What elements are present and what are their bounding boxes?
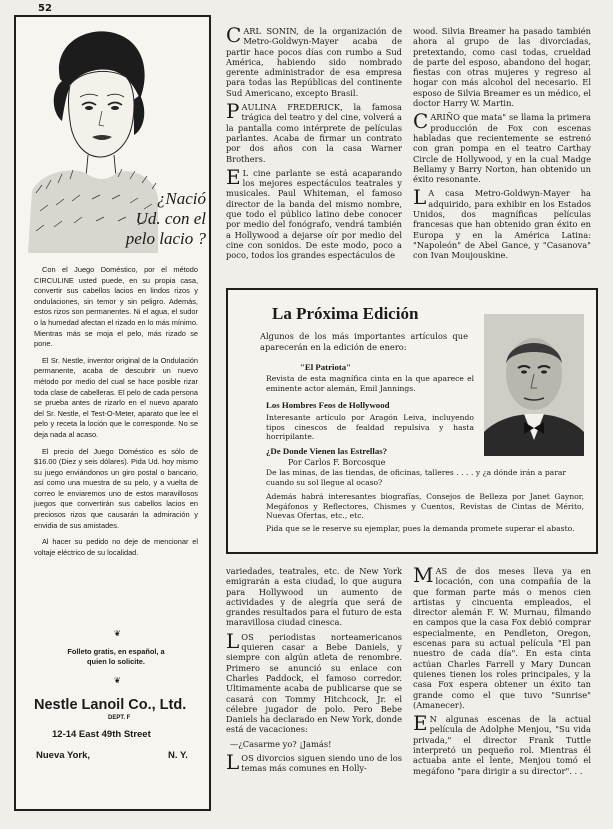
item-byline: Por Carlos F. Borcosque (288, 458, 386, 467)
ad-body (34, 265, 198, 564)
item-title: Los Hombres Feos de Hollywood (266, 400, 390, 410)
page-number: 52 (38, 3, 52, 14)
advertisement (14, 15, 211, 811)
article-paragraph: CARIÑO que mata" se llama la primera producción de Fox con escenas habladas que recientemente se estrenó con gran pompa en el teatro Carthay Circle de Hollywood, y en la cual Madge Bellamy y Barry Norton, han obtenido un éxito resonante. (413, 109, 591, 185)
man-portrait-photo (484, 314, 584, 456)
article-paragraph: E L cine parlante se está acaparando los mejores espectáculos teatrales y musicales. Paul Whiteman, el famoso director de la banda del mismo nombre, que todo el público latino debe conocer por medio del fonógrafo, vendrá también a Hollywood a dejarse oír por medio del cine con sonidos. De este modo, poco a poco, todos los grandes espectáculos de (226, 164, 402, 261)
article-paragraph: PAULINA FREDERICK, la famosa trágica del teatro y del cine, volverá a la pantalla como intérprete de películas parlantes. Acaba de firmar un contrato por dos años con la casa Warner Brothers. (226, 99, 402, 164)
ornament-icon: ❦ (114, 629, 121, 638)
article-paragraph: variedades, teatrales, etc. de New York emigrarán a esta ciudad, lo que augura para Hollywood un aumento de actividades y de alegría que será de grandes resultados para el futuro de esta maravillosa ciudad cinesca. (226, 566, 402, 628)
box-closing: Pida que se le reserve su ejemplar, pues la demanda promete superar el abasto. (266, 524, 575, 533)
column-right-bottom (413, 563, 591, 780)
address-city: Nueva York, (36, 750, 91, 761)
ornament-icon: ❦ (114, 676, 121, 685)
article-paragraph: LOS periodistas norteamericanos quieren casar a Bebe Daniels, y siempre con algún atleta de renombre. Primero se anunció su enlace con Charles Paddock, el famoso corredor. Ultimamente acaba de publicarse que se casará con Tommy Hitchcock, Jr. el célebre jugador de polo. Pero Bebe Daniels ha declarado en New York, donde está de vacaciones: (226, 628, 402, 735)
dept: DEPT. F (108, 715, 131, 721)
next-edition-box (226, 288, 598, 554)
ad-paragraph: Al hacer su pedido no deje de mencionar el voltaje eléctrico de su localidad. (34, 537, 198, 557)
ad-folleto: Folleto gratis, en español, a quien lo solicite. (67, 647, 165, 666)
ad-headline: ¿Nació Ud. con el pelo lacio ? (125, 189, 206, 248)
item-desc: Interesante artículo por Aragón Leiva, incluyendo tipos cinescos de fealdad repulsiva y hasta horripilante. (266, 413, 474, 441)
company-name: Nestle Lanoil Co., Ltd. (34, 697, 187, 713)
box-intro: Algunos de los más importantes artículos que aparecerán en la edición de enero: (260, 331, 468, 352)
column-right-top (413, 26, 591, 265)
ad-paragraph: El precio del Juego Doméstico es sólo de $16.00 (Diez y seis dólares). Pida Ud. hoy mismo su juego enviándonos un giro postal o bancario, así como una muestra de su pelo, y a vuelta de correo le enviaremos uno de estos maravillosos juegos que convertirán sus cabellos lacios en preciosos rizos que causarán la admiración y envidia de sus amistades. (34, 446, 198, 530)
article-paragraph: L A casa Metro-Goldwyn-Mayer ha adquirido, para exhibir en los Estados Unidos, dos magníficas películas francesas que han obtenido gran éxito en Europa y en la América Latina: "Napoleón" de Abel Gance, y "Casanova" con Ivan Moujouskine. (413, 185, 591, 261)
box-title: La Próxima Edición (272, 304, 419, 323)
item-title: ¿De Donde Vienen las Estrellas? (266, 446, 388, 456)
item-desc: De las minas, de las tiendas, de oficinas, talleres . . . . y ¿a dónde irán a parar cuando su sol llegue al ocaso? (266, 468, 566, 487)
article-paragraph: CARL SONIN, de la organización de Metro-Goldwyn-Mayer acaba de partir hace pocos días con rumbo a Sud América, habiendo sido nombrado gerente administrador de esa empresa para todas las Repúblicas del continente Sud Americano, excepto Brasil. (226, 23, 402, 98)
article-paragraph: LOS divorcios siguen siendo uno de los temas más comunes en Holly- (226, 750, 402, 775)
column-middle-bottom (226, 566, 402, 778)
article-paragraph: E N algunas escenas de la actual película de Adolphe Menjou, "Su vida privada," el director Frank Tuttle interpretó un pequeño rol. Mientras él actuaba ante el lente, Menjou tomó el megáfono "para dirigir a su director". . . (413, 711, 591, 776)
item-title: "El Patriota" (300, 362, 352, 372)
address-state: N. Y. (168, 750, 188, 761)
article-paragraph: —¿Casarme yo? ¡Jamás! (230, 738, 332, 749)
address-street: 12-14 East 49th Street (52, 729, 151, 740)
article-paragraph: wood. Silvia Breamer ha pasado también ahora al grupo de las divorciadas, pretextando, como casi todas, crueldad de parte del esposo, abandono del hogar, fiestas con otras mujeres y regreso al hogar con más alcohol del necesario. El esposo de Silvia Breamer es un médico, el doctor Harry W. Martin. (413, 26, 591, 109)
item-desc: Revista de esta magnífica cinta en la que aparece el eminente actor alemán, Emil Jannings. (266, 374, 474, 393)
article-paragraph: MAS de dos meses lleva ya en locación, con una compañía de la que forman parte más o menos cien artistas y cincuenta empleados, el director alemán F. W. Murnau, filmando en campos que la casa Fox debió comprar especialmente, en Pendleton, Oregon, escenas para su actual película "El pan nuestro de cada día". En esta cinta actúan Charles Farrell y Mary Duncan quienes tienen los roles principales, y la casa Fox espera obtener un éxito tan grande como el que tuvo "Sunrise" (Amanecer). (413, 563, 591, 710)
box-extra: Además habrá interesantes biografías, Consejos de Belleza por Janet Gaynor, Megáfonos y Reflectores, Chismes y Cuentos, Revistas de Cintas de Mérito, Nuevas Ofertas, etc., etc. (266, 492, 584, 520)
column-middle-top (226, 23, 402, 265)
ad-paragraph: Con el Juego Doméstico, por el método CIRCULINE usted puede, en su propia casa, convertir sus cabellos lacios en lindos rizos y ondulaciones, sin temor y sin peligro. Además, estos rizos son permanentes. Ni el agua, el sudor o la humedad afectan el rizado en lo más mínimo. Mientras más se moja el pelo, más rizado se pone. (34, 265, 198, 349)
ad-paragraph: El Sr. Nestle, inventor original de la Ondulación permanente, acaba de descubrir un nuevo método por medio del cual se hace posible rizar toda clase de cabelleras. El pelo de cada persona se prueba antes de rizarlo en el nuevo aparato del Sr. Nestle, el Test-O-Meter, aparato que lee el pelo y receta la loción que le corresponde. No se deja nada al acaso. (34, 355, 198, 439)
